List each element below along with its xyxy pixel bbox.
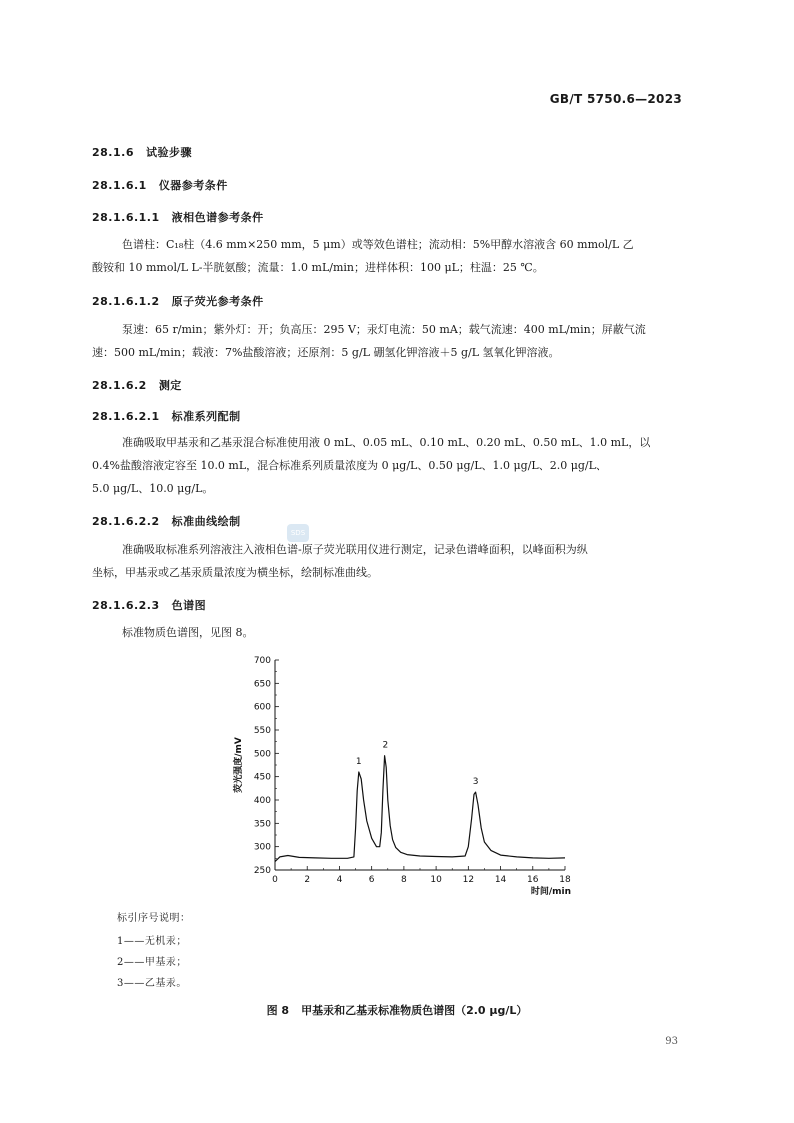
x-tick-label: 12 (462, 875, 475, 885)
section-number: 28.1.6.1.2 (92, 295, 160, 308)
section-heading (92, 513, 241, 529)
peak-label: 2 (382, 740, 389, 751)
watermark-stamp: SDS (287, 524, 309, 542)
paragraph-line: 坐标，甲基汞或乙基汞质量浓度为横坐标，绘制标准曲线。 (92, 566, 378, 579)
y-tick-label: 300 (253, 842, 271, 853)
x-axis-label: 时间/min (530, 887, 571, 897)
legend-item: 1——无机汞； (117, 936, 187, 947)
x-tick-label: 4 (336, 875, 343, 885)
calibration-curve-paragraph (92, 538, 682, 584)
standard-code-header: GB/T 5750.6—2023 (549, 92, 682, 106)
section-title: 试验步骤 (145, 146, 192, 159)
section-title: 仪器参考条件 (158, 179, 228, 192)
section-title: 色谱图 (171, 599, 207, 612)
x-tick-label: 0 (272, 875, 278, 885)
chart-series (275, 756, 565, 862)
chromatogram-intro-paragraph (92, 621, 682, 644)
section-heading (92, 597, 206, 613)
section-number: 28.1.6.2.3 (92, 599, 160, 612)
paragraph-line: 泵速：65 r/min；紫外灯：开；负高压：295 V；汞灯电流：50 mA；载气流速：400 mL/min；屏蔽气流 (122, 323, 646, 336)
paragraph-line: 准确吸取甲基汞和乙基汞混合标准使用液 0 mL、0.05 mL、0.10 mL、0.20 mL、0.50 mL、1.0 mL，以 (122, 436, 651, 449)
section-number: 28.1.6.2.2 (92, 515, 160, 528)
page-number: 93 (665, 1036, 678, 1047)
chart-annotations (356, 741, 479, 787)
section-heading (92, 209, 264, 225)
paragraph-line: 0.4%盐酸溶液定容至 10.0 mL，混合标准系列质量浓度为 0 μg/L、0.50 μg/L、1.0 μg/L、2.0 μg/L、 (92, 459, 607, 472)
section-heading (92, 377, 182, 393)
y-tick-label: 550 (253, 726, 271, 736)
y-tick-label: 650 (253, 679, 271, 690)
section-heading (92, 144, 192, 160)
x-tick-label: 10 (430, 875, 442, 885)
section-number: 28.1.6 (92, 146, 134, 159)
y-tick-label: 350 (253, 819, 271, 830)
x-tick-label: 14 (494, 875, 507, 885)
lc-conditions-paragraph (92, 233, 682, 279)
section-title: 液相色谱参考条件 (171, 211, 264, 224)
section-number: 28.1.6.1 (92, 179, 147, 192)
peak-label: 1 (355, 757, 362, 767)
section-number: 28.1.6.1.1 (92, 211, 160, 224)
legend-item: 3——乙基汞。 (117, 978, 187, 989)
paragraph-line: 色谱柱：C₁₈柱（4.6 mm×250 mm，5 μm）或等效色谱柱；流动相：5%甲醇水溶液含 60 mmol/L 乙 (122, 238, 634, 251)
figure-caption (0, 1002, 794, 1018)
chromatogram-chart (225, 648, 585, 904)
section-heading (92, 408, 241, 424)
paragraph-line: 标准物质色谱图，见图 8。 (122, 626, 254, 639)
afs-conditions-paragraph (92, 318, 682, 364)
x-tick-label: 16 (527, 875, 539, 885)
chart-ticks (254, 656, 571, 885)
paragraph-line: 速：500 mL/min；载液：7%盐酸溶液；还原剂：5 g/L 硼氢化钾溶液＋5 g/L 氢氧化钾溶液。 (92, 346, 560, 359)
peak-label: 3 (472, 777, 479, 788)
paragraph-line: 准确吸取标准系列溶液注入液相色谱-原子荧光联用仪进行测定，记录色谱峰面积，以峰面积为纵 (122, 543, 588, 556)
section-title: 标准系列配制 (171, 410, 241, 423)
section-title: 测定 (158, 379, 182, 392)
section-title: 原子荧光参考条件 (171, 295, 264, 308)
legend-title: 标引序号说明： (117, 913, 191, 924)
x-tick-label: 2 (304, 875, 311, 885)
section-heading (92, 177, 228, 193)
y-tick-label: 500 (253, 749, 271, 760)
y-tick-label: 700 (253, 656, 271, 666)
section-number: 28.1.6.2 (92, 379, 147, 392)
section-title: 标准曲线绘制 (171, 515, 241, 528)
figure-label: 图 8 (266, 1004, 290, 1017)
figure-title: 甲基汞和乙基汞标准物质色谱图（2.0 μg/L） (301, 1004, 528, 1017)
y-tick-label: 250 (253, 866, 271, 876)
x-tick-label: 8 (401, 875, 407, 885)
paragraph-line: 酸铵和 10 mmol/L L-半胱氨酸；流量：1.0 mL/min；进样体积：100 μL；柱温：25 ℃。 (92, 261, 544, 274)
y-tick-label: 450 (253, 772, 271, 783)
y-tick-label: 400 (253, 796, 271, 806)
section-number: 28.1.6.2.1 (92, 410, 160, 423)
legend-item: 2——甲基汞； (117, 957, 187, 968)
series-line (275, 756, 565, 862)
x-tick-label: 6 (368, 875, 375, 885)
y-axis-label: 荧光强度/mV (234, 737, 244, 793)
section-heading (92, 293, 264, 309)
y-tick-label: 600 (253, 702, 271, 713)
standard-series-paragraph (92, 431, 682, 500)
chart-axes (275, 660, 565, 870)
paragraph-line: 5.0 μg/L、10.0 μg/L。 (92, 482, 214, 495)
x-tick-label: 18 (559, 875, 571, 885)
